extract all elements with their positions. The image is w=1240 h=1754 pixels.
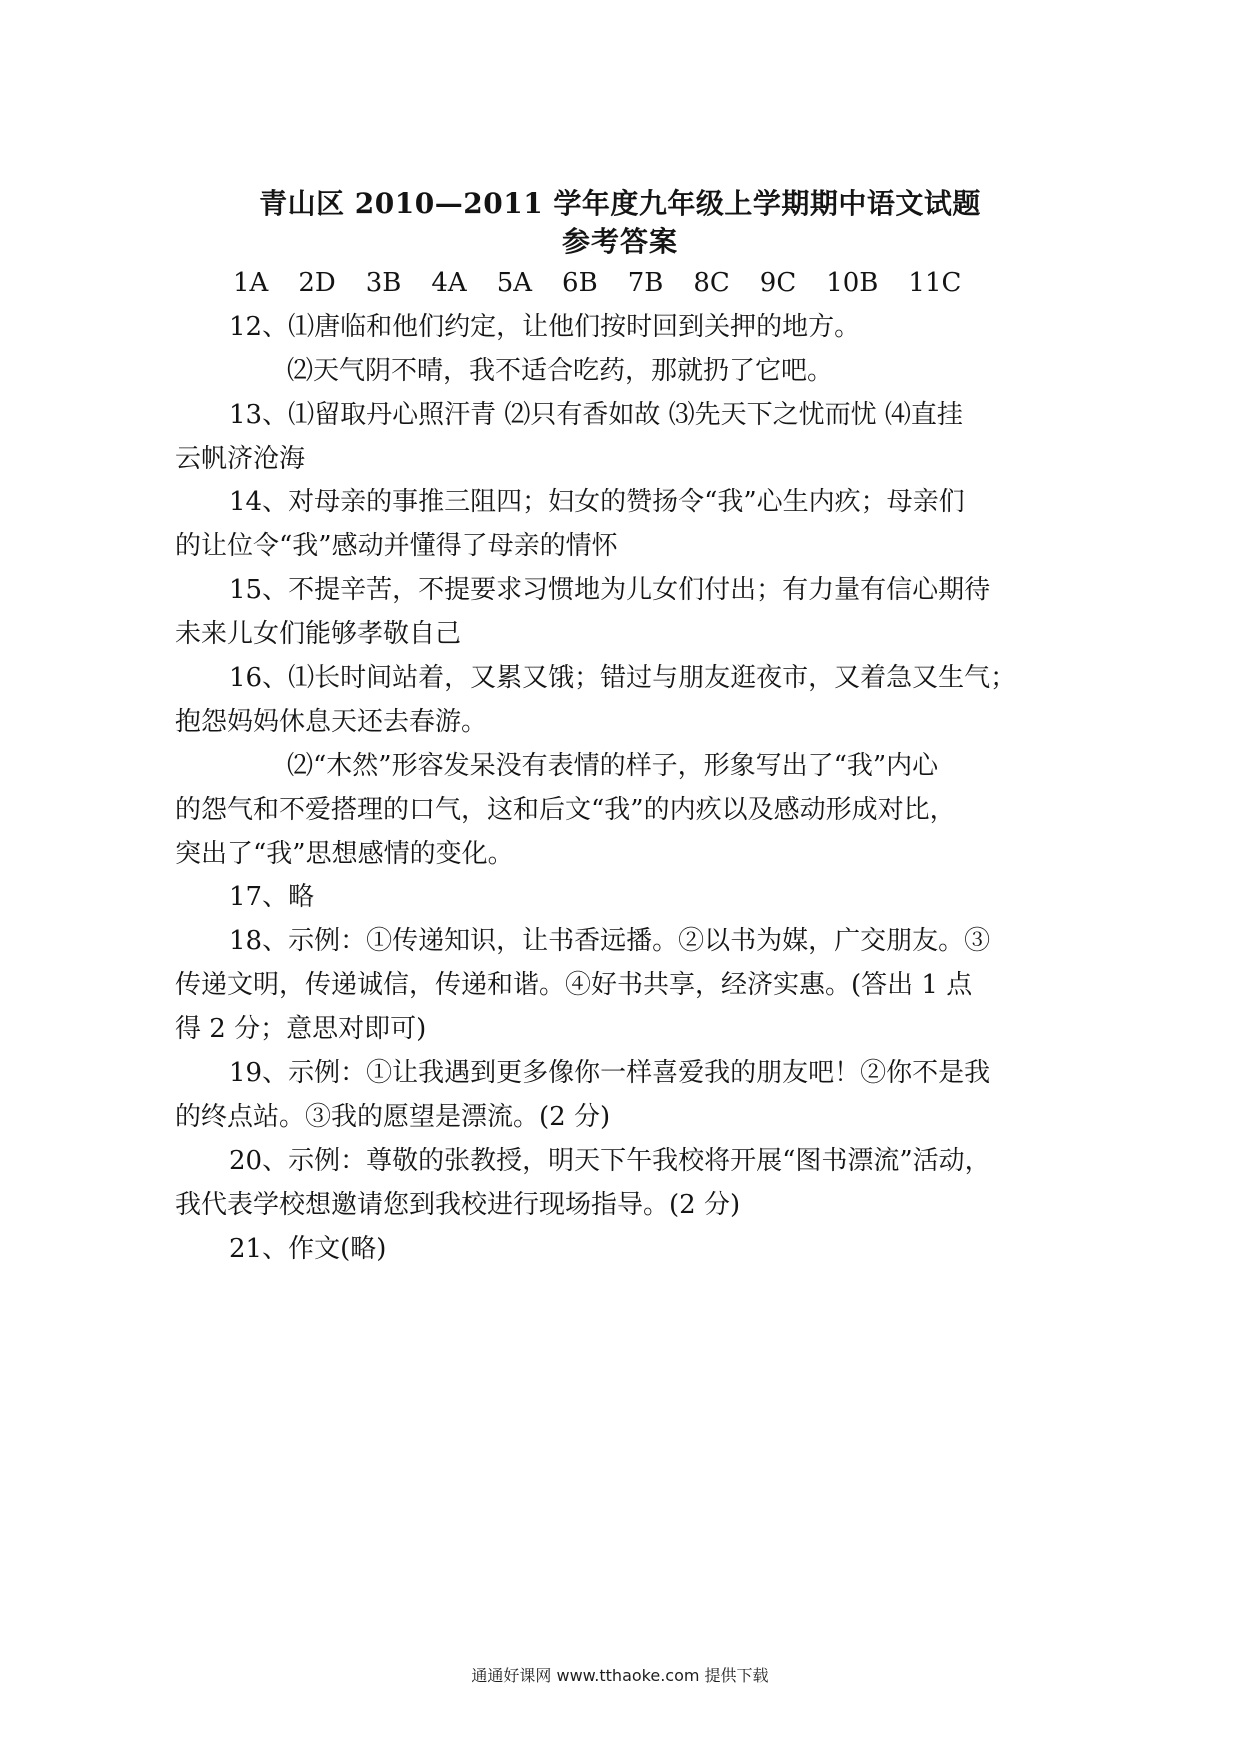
answer-20-line-1: 20、示例：尊敬的张教授，明天下午我校将开展“图书漂流”活动，	[229, 1145, 991, 1176]
choice-answer-1: 1A	[233, 268, 269, 298]
choice-answer-7: 7B	[627, 268, 664, 298]
answer-12-part-2: ⑵天气阴不晴，我不适合吃药，那就扔了它吧。	[287, 355, 834, 386]
answer-19-line-2: 的终点站。③我的愿望是漂流。(2 分)	[175, 1101, 611, 1132]
answer-16-line-1: 16、⑴长时间站着，又累又饿；错过与朋友逛夜市，又着急又生气；	[229, 663, 1017, 694]
answer-13-line-1: 13、⑴留取丹心照汗青 ⑵只有香如故 ⑶先天下之忧而忧 ⑷直挂	[229, 399, 963, 430]
choice-answer-8: 8C	[693, 268, 730, 298]
answer-13-line-2: 云帆济沧海	[175, 443, 306, 474]
choice-answer-3: 3B	[365, 268, 402, 298]
answer-17: 17、略	[229, 882, 315, 913]
answer-19-line-1: 19、示例：①让我遇到更多像你一样喜爱我的朋友吧！②你不是我	[229, 1058, 991, 1089]
answer-18-line-3: 得 2 分；意思对即可)	[175, 1014, 427, 1045]
answer-12-part-1: 12、⑴唐临和他们约定，让他们按时回到关押的地方。	[229, 311, 861, 342]
answer-16-line-4: 的怨气和不爱搭理的口气，这和后文“我”的内疚以及感动形成对比，	[175, 794, 956, 825]
answer-14-line-1: 14、对母亲的事推三阻四；妇女的赞扬令“我”心生内疚；母亲们	[229, 487, 965, 518]
document-subtitle: 参考答案	[561, 225, 678, 258]
answer-18-line-2: 传递文明，传递诚信，传递和谐。④好书共享，经济实惠。(答出 1 点	[175, 970, 973, 1001]
document-title: 青山区 2010—2011 学年度九年级上学期期中语文试题	[259, 187, 981, 220]
answer-18-line-1: 18、示例：①传递知识，让书香远播。②以书为媒，广交朋友。③	[229, 926, 991, 957]
choice-answer-4: 4A	[431, 268, 467, 298]
answer-body	[175, 262, 1075, 1271]
answer-20-line-2: 我代表学校想邀请您到我校进行现场指导。(2 分)	[175, 1189, 741, 1220]
answer-16-line-3: ⑵“木然”形容发呆没有表情的样子，形象写出了“我”内心	[287, 750, 939, 781]
answer-16-line-5: 突出了“我”思想感情的变化。	[175, 838, 514, 869]
choice-answer-5: 5A	[496, 268, 533, 298]
choice-answer-2: 2D	[298, 268, 336, 298]
answer-16-line-2: 抱怨妈妈休息天还去春游。	[175, 706, 488, 737]
choice-answer-10: 10B	[826, 268, 879, 298]
answer-21: 21、作文(略)	[229, 1233, 387, 1264]
answer-14-line-2: 的让位令“我”感动并懂得了母亲的情怀	[175, 531, 618, 562]
answer-15-line-2: 未来儿女们能够孝敬自己	[175, 619, 462, 650]
choice-answer-9: 9C	[759, 268, 797, 298]
page-footer: 通通好课网 www.tthaoke.com 提供下载	[471, 1666, 769, 1685]
choice-answer-6: 6B	[562, 268, 598, 298]
answer-15-line-1: 15、不提辛苦，不提要求习惯地为儿女们付出；有力量有信心期待	[229, 575, 991, 606]
multiple-choice-answers	[175, 262, 1075, 306]
choice-answer-11: 11C	[908, 268, 962, 298]
